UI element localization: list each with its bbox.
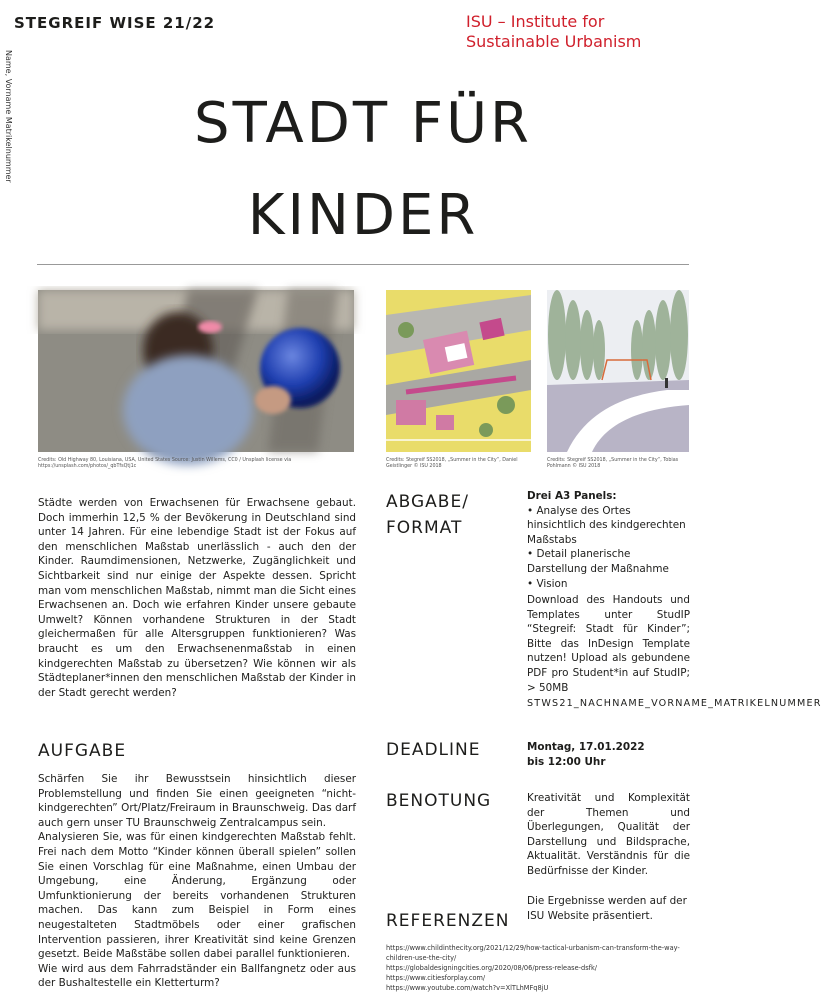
deadline-date: [527, 740, 690, 769]
aufgabe-heading: AUFGABE: [38, 741, 127, 761]
deadline-date-line: Montag, 17.01.2022: [527, 741, 645, 753]
aufgabe-text: [38, 772, 356, 991]
list-item: • Analyse des Ortes hinsichtlich des kindgerechten Maßstabs: [527, 504, 690, 548]
list-item: • Detail planerische Darstellung der Maßnahme: [527, 547, 690, 576]
child-ball-photo: [38, 290, 354, 452]
download-instructions: Download des Handouts und Templates unter StudIP “Stegreif: Stadt für Kinder”; Bitte das InDesign Template nutzen! Upload als gebundene PDF pro Student*in auf StudIP; > 50MB: [527, 594, 690, 694]
institute-name-line1: ISU – Institute for: [466, 12, 605, 31]
aufgabe-paragraph: Analysieren Sie, was für einen kindgerechten Maßstab fehlt. Frei nach dem Motto “Kinder können überall spielen” sollen Sie einen Vorschlag für eine Maßnahme, einen Umbau der Umgebung, eine Änderung, Ergänzung oder Umfunktionierung der bereits vorhandenen Strukturen machen. Das kann zum Beispiel in Form eines neugestalteten Stadtmöbels oder einer grafischen Intervention passieren, ihrer Kreativität sind keine Grenzen gesetzt. Beide Maßstäbe sollen dabei parallel funktionieren.: [38, 831, 356, 961]
aufgabe-paragraph: Wie wird aus dem Fahrradständer ein Ballfangnetz oder aus der Bushaltestelle ein Kletterturm?: [38, 962, 356, 990]
abgabe-list: [527, 489, 690, 591]
filename-pattern: STWS21_NACHNAME_VORNAME_MATRIKELNUMMER: [527, 698, 822, 709]
photo1-credit: Credits: Old Highway 80, Louisiana, USA, United States Source: Justin Willems, CC0 / Unsplash license via https://unsplash.com/photos/_qbTfsQtj1c: [38, 458, 292, 469]
title-line2: KINDER: [247, 183, 479, 248]
semester-label: STEGREIF WISE 21/22: [14, 14, 216, 32]
summer-city-street-illustration: [547, 290, 689, 452]
abgabe-heading-line1: ABGABE/: [386, 492, 469, 512]
reference-link[interactable]: https://globaldesigningcities.org/2020/08/06/press-release-dsfk/: [386, 964, 598, 972]
intro-text: Städte werden von Erwachsenen für Erwachsene gebaut. Doch immerhin 12,5 % der Bevökerung in Deutschland sind unter 14 Jahren. Für eine lebendige Stadt ist der Fokus auf den menschlichen Maßstab unerlässlich - auch den der Kinder. Raumdimensionen, Netzwerke, Zugänglichkeit und Sichtbarkeit sind nur einige der Aspekte dessen. Spricht man vom menschlichen Maßstab, nimmt man die Sicht eines Erwachsenen an. Doch wie erfahren Kinder unsere gebaute Umwelt? Können vorhandene Strukturen in der Stadt gleichermaßen für alle Altersgruppen funktionieren? Was braucht es um den Erwachsenenmaßstab in einen kindgerechten Maßstab zu übersetzen? Wie können wir als Städteplaner*innen den menschlichen Maßstab der Kinder in der Stadt gerecht werden?: [38, 497, 356, 699]
aufgabe-paragraph: Schärfen Sie ihr Bewusstsein hinsichtlich dieser Problemstellung und finden Sie einen geeigneten “nicht-kindgerechten” Ort/Platz/Freiraum in Braunschweig. Das darf auch gern unser TU Braunschweig Zentralcampus sein.: [38, 773, 356, 829]
photo2-credit: Credits: Stegreif SS2018, „Summer in the City“, Daniel Geistlinger © ISU 2018: [386, 458, 518, 469]
deadline-heading: DEADLINE: [386, 740, 481, 760]
page-title: [40, 78, 686, 262]
abgabe-heading: [386, 489, 469, 541]
title-divider: [37, 264, 689, 265]
referenzen-heading: REFERENZEN: [386, 911, 510, 931]
institute-name: [466, 12, 706, 52]
photo3-credit: Credits: Stegreif SS2018, „Summer in the City“, Tobias Pohlmann © ISU 2018: [547, 458, 679, 469]
institute-name-line2: Sustainable Urbanism: [466, 32, 642, 51]
benotung-heading: BENOTUNG: [386, 791, 492, 811]
abgabe-heading-line2: FORMAT: [386, 518, 463, 538]
panel-list: [527, 504, 690, 592]
abgabe-lead: Drei A3 Panels:: [527, 490, 617, 502]
reference-link[interactable]: https://www.childinthecity.org/2021/12/29/how-tactical-urbanism-can-transform-the-way-children-use-the-city/: [386, 944, 680, 962]
summer-city-plan-illustration: [386, 290, 531, 452]
deadline-time-line: bis 12:00 Uhr: [527, 755, 606, 768]
reference-link[interactable]: https://www.citiesforplay.com/: [386, 974, 486, 982]
name-matrikel-label: Name, Vorname Matrikelnummer: [4, 50, 13, 183]
title-line1: STADT FÜR: [194, 91, 532, 156]
list-item: • Vision: [527, 577, 690, 592]
reference-link[interactable]: https://www.youtube.com/watch?v=XlTLhMFq8jU: [386, 984, 549, 992]
reference-links: [386, 943, 691, 993]
benotung-criteria: Kreativität und Komplexität der Themen und Überlegungen, Qualität der Darstellung und Bildsprache, Aktualität. Verständnis für die Bedürfnisse der Kinder.: [527, 792, 690, 877]
results-note: Die Ergebnisse werden auf der ISU Website präsentiert.: [527, 895, 687, 922]
